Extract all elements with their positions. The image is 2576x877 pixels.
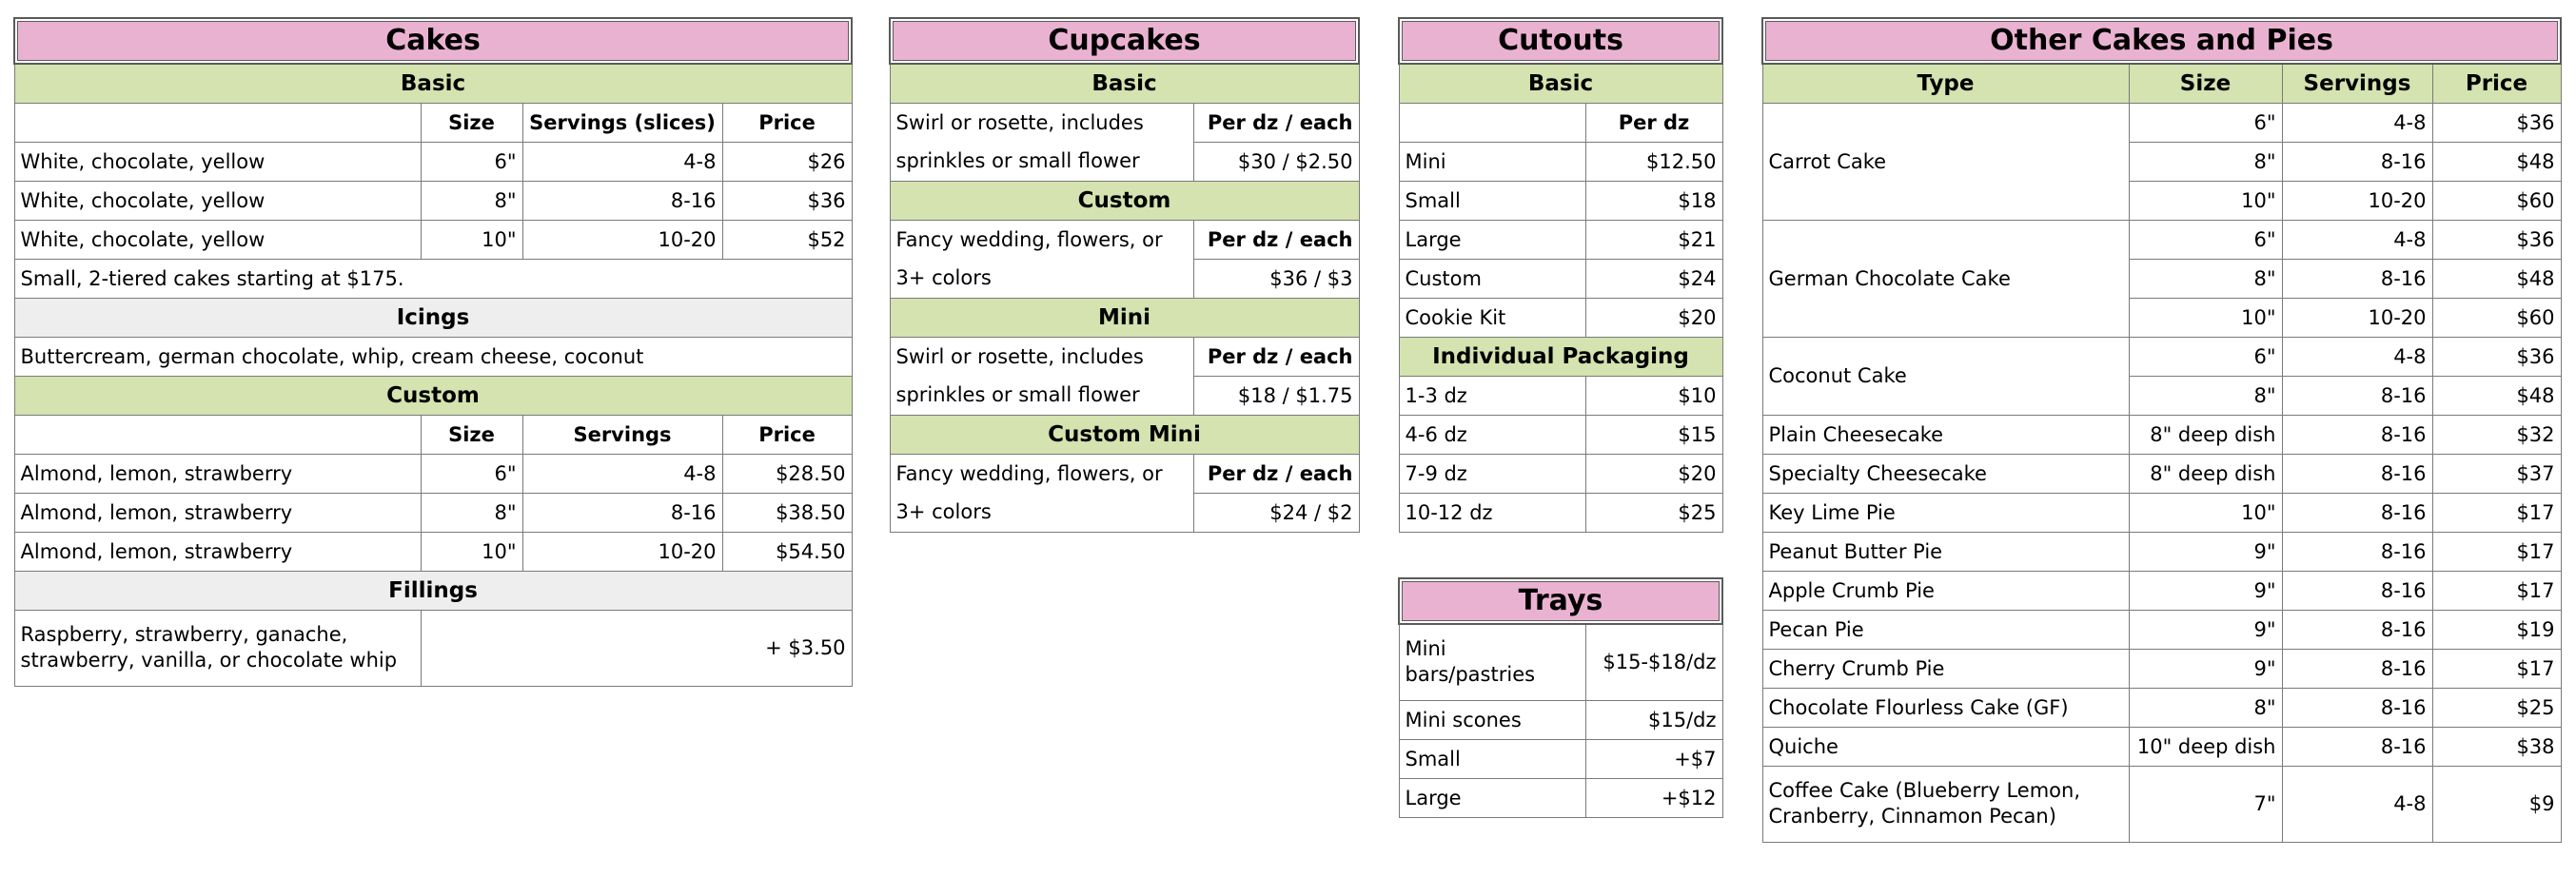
cake-price: $38.50 bbox=[722, 493, 852, 532]
trays-title: Trays bbox=[1399, 578, 1722, 624]
cake-servings: 10-20 bbox=[522, 220, 722, 259]
table-row bbox=[1762, 532, 2561, 571]
packaging-price: $25 bbox=[1585, 493, 1722, 532]
product-price: $17 bbox=[2432, 649, 2561, 688]
product-size: 9" bbox=[2129, 610, 2282, 649]
product-servings: 10-20 bbox=[2282, 298, 2432, 337]
tray-item: Mini bars/pastries bbox=[1399, 624, 1585, 700]
cakes-custom-heading: Custom bbox=[14, 376, 852, 415]
table-row bbox=[1762, 688, 2561, 727]
cutout-size: Cookie Kit bbox=[1399, 298, 1585, 337]
table-row bbox=[14, 532, 852, 571]
product-size: 8" bbox=[2129, 688, 2282, 727]
cutout-size: Small bbox=[1399, 181, 1585, 220]
cutout-size: Custom bbox=[1399, 259, 1585, 298]
cupcake-price: $36 / $3 bbox=[1193, 259, 1359, 298]
price-unit-header: Per dz / each bbox=[1193, 337, 1359, 376]
product-size: 6" bbox=[2129, 220, 2282, 259]
packaging-price: $10 bbox=[1585, 376, 1722, 415]
table-row bbox=[890, 454, 1359, 493]
table-row bbox=[1762, 610, 2561, 649]
table-row bbox=[1399, 778, 1722, 817]
cake-size: 10" bbox=[421, 532, 522, 571]
product-price: $60 bbox=[2432, 298, 2561, 337]
table-row bbox=[1399, 298, 1722, 337]
product-type: Chocolate Flourless Cake (GF) bbox=[1762, 688, 2129, 727]
tray-item: Mini scones bbox=[1399, 700, 1585, 739]
table-row bbox=[1399, 454, 1722, 493]
product-servings: 4-8 bbox=[2282, 766, 2432, 842]
price-header: Price bbox=[722, 103, 852, 142]
table-row bbox=[14, 454, 852, 493]
table-row bbox=[1399, 624, 1722, 700]
cake-size: 10" bbox=[421, 220, 522, 259]
packaging-qty: 7-9 dz bbox=[1399, 454, 1585, 493]
empty-header-cell bbox=[14, 103, 421, 142]
product-size: 9" bbox=[2129, 649, 2282, 688]
cakes-table bbox=[13, 17, 853, 687]
price-unit-header: Per dz / each bbox=[1193, 220, 1359, 259]
packaging-qty: 1-3 dz bbox=[1399, 376, 1585, 415]
table-row bbox=[890, 259, 1359, 298]
packaging-qty: 4-6 dz bbox=[1399, 415, 1585, 454]
cutout-size: Large bbox=[1399, 220, 1585, 259]
cupcakes-title: Cupcakes bbox=[890, 18, 1359, 64]
size-header: Size bbox=[421, 103, 522, 142]
table-row bbox=[1399, 376, 1722, 415]
cutouts-table bbox=[1398, 17, 1723, 533]
table-row bbox=[1762, 493, 2561, 532]
product-size: 9" bbox=[2129, 571, 2282, 610]
table-row bbox=[14, 220, 852, 259]
product-size: 6" bbox=[2129, 337, 2282, 376]
cutout-price: $21 bbox=[1585, 220, 1722, 259]
cake-size: 8" bbox=[421, 181, 522, 220]
servings-header: Servings (slices) bbox=[522, 103, 722, 142]
product-price: $48 bbox=[2432, 376, 2561, 415]
cake-price: $36 bbox=[722, 181, 852, 220]
cake-servings: 10-20 bbox=[522, 532, 722, 571]
cake-servings: 4-8 bbox=[522, 142, 722, 181]
cutouts-basic-heading: Basic bbox=[1399, 64, 1722, 103]
table-header-row bbox=[14, 103, 852, 142]
product-price: $48 bbox=[2432, 259, 2561, 298]
table-row bbox=[890, 142, 1359, 181]
cake-type: Almond, lemon, strawberry bbox=[14, 532, 421, 571]
cake-size: 8" bbox=[421, 493, 522, 532]
cupcake-description: 3+ colors bbox=[890, 493, 1193, 532]
cake-type: White, chocolate, yellow bbox=[14, 142, 421, 181]
table-row bbox=[890, 220, 1359, 259]
product-type: Plain Cheesecake bbox=[1762, 415, 2129, 454]
table-row bbox=[1762, 649, 2561, 688]
cupcake-price: $30 / $2.50 bbox=[1193, 142, 1359, 181]
cupcake-price: $18 / $1.75 bbox=[1193, 376, 1359, 415]
product-servings: 8-16 bbox=[2282, 727, 2432, 766]
cake-servings: 8-16 bbox=[522, 181, 722, 220]
servings-header: Servings bbox=[522, 415, 722, 454]
product-servings: 8-16 bbox=[2282, 688, 2432, 727]
tray-price: +$7 bbox=[1585, 739, 1722, 778]
product-type: Pecan Pie bbox=[1762, 610, 2129, 649]
table-row bbox=[890, 376, 1359, 415]
table-row bbox=[14, 493, 852, 532]
product-type: German Chocolate Cake bbox=[1762, 220, 2129, 337]
product-size: 8" bbox=[2129, 376, 2282, 415]
product-servings: 8-16 bbox=[2282, 571, 2432, 610]
cupcake-description: sprinkles or small flower bbox=[890, 376, 1193, 415]
product-size: 10" deep dish bbox=[2129, 727, 2282, 766]
product-size: 10" bbox=[2129, 493, 2282, 532]
packaging-heading: Individual Packaging bbox=[1399, 337, 1722, 376]
table-row bbox=[1399, 181, 1722, 220]
cake-price: $26 bbox=[722, 142, 852, 181]
table-row bbox=[1762, 103, 2561, 142]
other-cakes-pies-table bbox=[1761, 17, 2562, 843]
table-row bbox=[1399, 415, 1722, 454]
cake-type: Almond, lemon, strawberry bbox=[14, 454, 421, 493]
product-type: Carrot Cake bbox=[1762, 103, 2129, 220]
cupcake-description: Fancy wedding, flowers, or bbox=[890, 454, 1193, 493]
cupcake-description: Swirl or rosette, includes bbox=[890, 103, 1193, 142]
product-type: Peanut Butter Pie bbox=[1762, 532, 2129, 571]
product-size: 8" deep dish bbox=[2129, 454, 2282, 493]
product-type: Specialty Cheesecake bbox=[1762, 454, 2129, 493]
cake-type: Almond, lemon, strawberry bbox=[14, 493, 421, 532]
fillings-heading: Fillings bbox=[14, 571, 852, 610]
product-servings: 4-8 bbox=[2282, 337, 2432, 376]
cutout-price: $24 bbox=[1585, 259, 1722, 298]
table-row bbox=[890, 103, 1359, 142]
cupcakes-custom-heading: Custom bbox=[890, 181, 1359, 220]
servings-header: Servings bbox=[2282, 64, 2432, 103]
product-price: $9 bbox=[2432, 766, 2561, 842]
product-price: $38 bbox=[2432, 727, 2561, 766]
product-servings: 8-16 bbox=[2282, 142, 2432, 181]
price-header: Price bbox=[722, 415, 852, 454]
product-type: Cherry Crumb Pie bbox=[1762, 649, 2129, 688]
table-header-row bbox=[14, 415, 852, 454]
product-price: $48 bbox=[2432, 142, 2561, 181]
size-header: Size bbox=[2129, 64, 2282, 103]
product-price: $17 bbox=[2432, 571, 2561, 610]
product-size: 8" bbox=[2129, 259, 2282, 298]
product-servings: 8-16 bbox=[2282, 415, 2432, 454]
cutouts-title: Cutouts bbox=[1399, 18, 1722, 64]
cake-price: $52 bbox=[722, 220, 852, 259]
table-row bbox=[1399, 142, 1722, 181]
cake-size: 6" bbox=[421, 454, 522, 493]
product-servings: 8-16 bbox=[2282, 454, 2432, 493]
product-price: $17 bbox=[2432, 493, 2561, 532]
product-price: $17 bbox=[2432, 532, 2561, 571]
cupcake-price: $24 / $2 bbox=[1193, 493, 1359, 532]
table-row bbox=[890, 493, 1359, 532]
cupcakes-basic-heading: Basic bbox=[890, 64, 1359, 103]
table-row bbox=[1762, 220, 2561, 259]
type-header: Type bbox=[1762, 64, 2129, 103]
table-row bbox=[1399, 700, 1722, 739]
product-servings: 8-16 bbox=[2282, 376, 2432, 415]
price-header: Price bbox=[2432, 64, 2561, 103]
cutout-size: Mini bbox=[1399, 142, 1585, 181]
cupcake-description: Swirl or rosette, includes bbox=[890, 337, 1193, 376]
product-price: $36 bbox=[2432, 220, 2561, 259]
table-row bbox=[1399, 739, 1722, 778]
cutout-price: $12.50 bbox=[1585, 142, 1722, 181]
cake-servings: 8-16 bbox=[522, 493, 722, 532]
tray-item: Large bbox=[1399, 778, 1585, 817]
empty-header-cell bbox=[1399, 103, 1585, 142]
packaging-price: $20 bbox=[1585, 454, 1722, 493]
product-price: $36 bbox=[2432, 337, 2561, 376]
product-servings: 8-16 bbox=[2282, 649, 2432, 688]
cakes-title: Cakes bbox=[14, 18, 852, 64]
product-size: 6" bbox=[2129, 103, 2282, 142]
product-price: $19 bbox=[2432, 610, 2561, 649]
fillings-list: Raspberry, strawberry, ganache, strawberry, vanilla, or chocolate whip bbox=[14, 610, 421, 686]
table-row bbox=[1762, 415, 2561, 454]
table-row bbox=[14, 142, 852, 181]
product-size: 8" bbox=[2129, 142, 2282, 181]
product-servings: 4-8 bbox=[2282, 103, 2432, 142]
packaging-price: $15 bbox=[1585, 415, 1722, 454]
tray-price: $15/dz bbox=[1585, 700, 1722, 739]
table-row bbox=[14, 181, 852, 220]
cutout-price: $20 bbox=[1585, 298, 1722, 337]
cake-servings: 4-8 bbox=[522, 454, 722, 493]
cupcake-description: Fancy wedding, flowers, or bbox=[890, 220, 1193, 259]
product-servings: 8-16 bbox=[2282, 532, 2432, 571]
icings-list: Buttercream, german chocolate, whip, cream cheese, coconut bbox=[14, 337, 852, 376]
cupcakes-mini-heading: Mini bbox=[890, 298, 1359, 337]
cake-size: 6" bbox=[421, 142, 522, 181]
cupcake-description: 3+ colors bbox=[890, 259, 1193, 298]
cupcakes-custom-mini-heading: Custom Mini bbox=[890, 415, 1359, 454]
product-type: Coconut Cake bbox=[1762, 337, 2129, 415]
product-size: 7" bbox=[2129, 766, 2282, 842]
cake-price: $28.50 bbox=[722, 454, 852, 493]
table-row bbox=[1762, 727, 2561, 766]
table-row bbox=[890, 337, 1359, 376]
icings-heading: Icings bbox=[14, 298, 852, 337]
product-type: Coffee Cake (Blueberry Lemon, Cranberry, Cinnamon Pecan) bbox=[1762, 766, 2129, 842]
cake-type: White, chocolate, yellow bbox=[14, 181, 421, 220]
cake-price: $54.50 bbox=[722, 532, 852, 571]
cutout-price: $18 bbox=[1585, 181, 1722, 220]
table-row bbox=[1399, 493, 1722, 532]
tray-price: $15-$18/dz bbox=[1585, 624, 1722, 700]
tiered-cakes-note: Small, 2-tiered cakes starting at $175. bbox=[14, 259, 852, 298]
product-price: $36 bbox=[2432, 103, 2561, 142]
product-type: Quiche bbox=[1762, 727, 2129, 766]
fillings-price: + $3.50 bbox=[421, 610, 852, 686]
product-servings: 10-20 bbox=[2282, 181, 2432, 220]
product-servings: 8-16 bbox=[2282, 610, 2432, 649]
product-type: Apple Crumb Pie bbox=[1762, 571, 2129, 610]
packaging-qty: 10-12 dz bbox=[1399, 493, 1585, 532]
trays-table bbox=[1398, 577, 1723, 818]
product-price: $37 bbox=[2432, 454, 2561, 493]
tray-item: Small bbox=[1399, 739, 1585, 778]
table-header-row bbox=[1399, 103, 1722, 142]
cakes-basic-heading: Basic bbox=[14, 64, 852, 103]
product-price: $32 bbox=[2432, 415, 2561, 454]
table-row bbox=[1762, 766, 2561, 842]
product-size: 9" bbox=[2129, 532, 2282, 571]
product-size: 10" bbox=[2129, 298, 2282, 337]
table-row bbox=[1762, 454, 2561, 493]
size-header: Size bbox=[421, 415, 522, 454]
cupcake-description: sprinkles or small flower bbox=[890, 142, 1193, 181]
per-dozen-header: Per dz bbox=[1585, 103, 1722, 142]
table-row bbox=[1762, 571, 2561, 610]
table-row bbox=[1399, 220, 1722, 259]
product-servings: 8-16 bbox=[2282, 493, 2432, 532]
product-size: 10" bbox=[2129, 181, 2282, 220]
product-servings: 8-16 bbox=[2282, 259, 2432, 298]
product-type: Key Lime Pie bbox=[1762, 493, 2129, 532]
product-price: $60 bbox=[2432, 181, 2561, 220]
table-header-row bbox=[1762, 64, 2561, 103]
product-price: $25 bbox=[2432, 688, 2561, 727]
price-unit-header: Per dz / each bbox=[1193, 103, 1359, 142]
table-row bbox=[1399, 259, 1722, 298]
cupcakes-table bbox=[889, 17, 1360, 533]
tray-price: +$12 bbox=[1585, 778, 1722, 817]
product-size: 8" deep dish bbox=[2129, 415, 2282, 454]
product-servings: 4-8 bbox=[2282, 220, 2432, 259]
other-cakes-title: Other Cakes and Pies bbox=[1762, 18, 2561, 64]
cake-type: White, chocolate, yellow bbox=[14, 220, 421, 259]
price-unit-header: Per dz / each bbox=[1193, 454, 1359, 493]
empty-header-cell bbox=[14, 415, 421, 454]
table-row bbox=[1762, 337, 2561, 376]
